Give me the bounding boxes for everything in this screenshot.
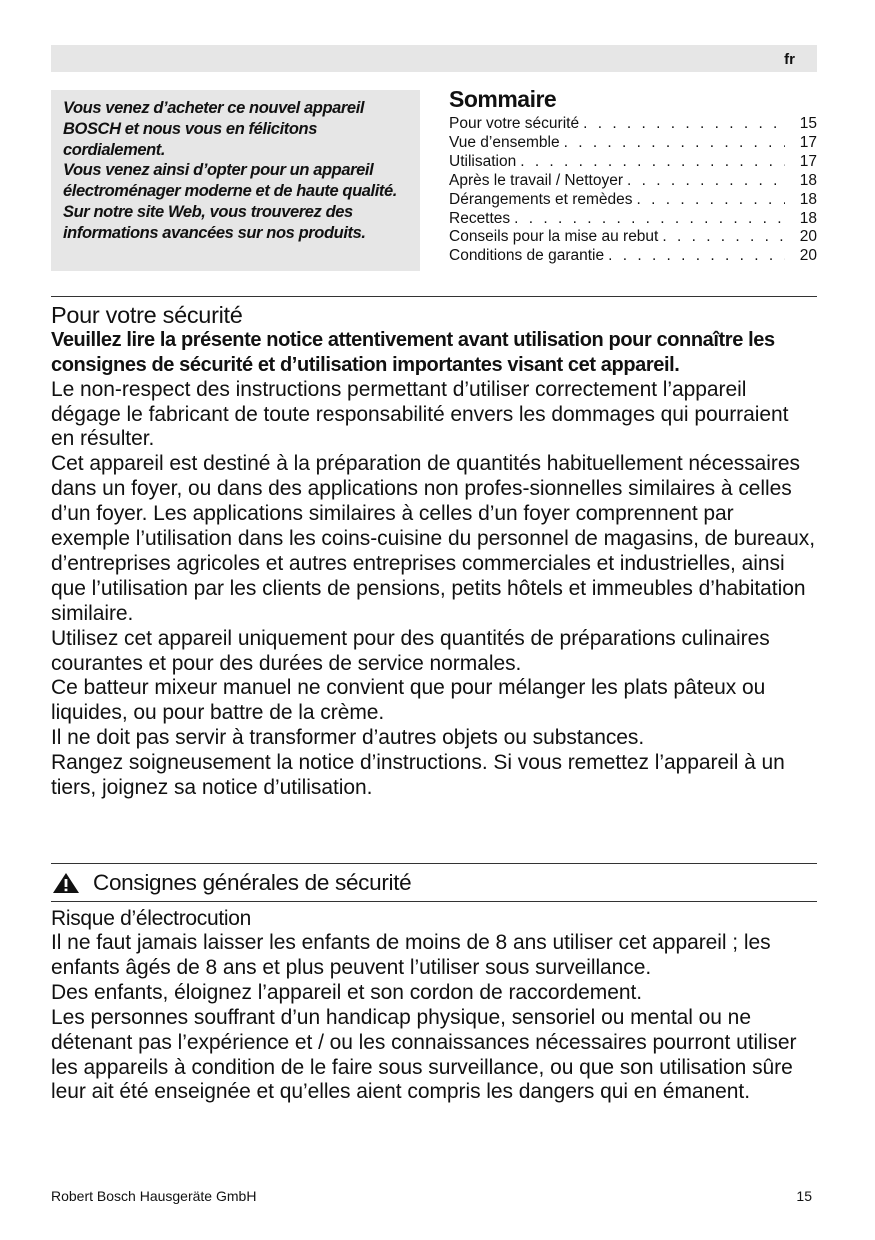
toc-leader-dots: [637, 191, 785, 210]
toc-entry[interactable]: [449, 134, 817, 153]
toc-entry-page: 17: [799, 133, 817, 151]
safety-paragraph: Cet appareil est destiné à la préparation de quantités habituellement nécessaires dans un foyer, ou dans des applications non profes-sionnelles similaires à celles d’un foyer. Les applications similaires à celles d’un foyer comprennent par exemple l’utilisation dans les coins-cuisine du personnel de magasins, de bureaux, d’entreprises agricoles et autres entreprises commerciales et industrielles, ainsi que l’utilisation par les clients de pensions, petits hôtels et immeubles d’habitation similaire.: [51, 452, 816, 625]
toc-entry-page: 15: [799, 115, 817, 132]
safety-paragraph: Utilisez cet appareil uniquement pour des quantités de préparations culinaires courantes et pour des durées de service normales.: [51, 626, 770, 675]
section-divider: [51, 296, 817, 297]
section-title-safety: Pour votre sécurité: [51, 302, 243, 328]
toc-title: Sommaire: [449, 86, 557, 112]
toc-entry[interactable]: [449, 210, 817, 229]
intro-box: [51, 90, 420, 271]
warning-triangle-icon: [51, 871, 81, 895]
electrocution-paragraph: Les personnes souffrant d’un handicap physique, sensoriel ou mental ou ne détenant pas l’expérience et / ou les connaissances nécessaires pourront utiliser les appareils à condition de le faire sous surveillance, ou que son utilisation sûre leur ait été enseignée et qu’elles aient compris les dangers qui en émanent.: [51, 1005, 797, 1104]
safety-paragraph: Il ne doit pas servir à transformer d’autres objets ou substances.: [51, 726, 645, 750]
toc-leader-dots: [514, 210, 785, 229]
section-divider: [51, 901, 817, 902]
footer-page-number: 15: [796, 1188, 812, 1204]
table-of-contents: [449, 86, 817, 266]
toc-entry-page: 18: [799, 209, 817, 227]
toc-entry[interactable]: [449, 153, 817, 172]
toc-entry[interactable]: [449, 191, 817, 210]
toc-leader-dots: [608, 247, 785, 266]
toc-entry-label: Utilisation: [449, 152, 517, 170]
toc-leader-dots: [662, 228, 785, 247]
toc-entry-label: Recettes: [449, 209, 511, 227]
toc-entry[interactable]: [449, 228, 817, 247]
toc-entry-page: 18: [799, 190, 817, 208]
toc-entry-label: Vue d’ensemble: [449, 133, 560, 151]
safety-paragraph: Le non-respect des instructions permettant d’utiliser correctement l’appareil dégage le fabricant de toute responsabilité envers les dommages qui pourraient en résulter.: [51, 377, 789, 451]
toc-entry-page: 20: [799, 247, 817, 265]
intro-paragraph: Vous venez ainsi d’opter pour un appareil électroménager moderne et de haute qualité. Sur notre site Web, vous trouverez des informations avancées sur nos produits.: [63, 161, 397, 242]
electrocution-paragraph: Il ne faut jamais laisser les enfants de moins de 8 ans utiliser cet appareil ; les enfants âgés de 8 ans et plus peuvent l’utiliser sous surveillance.: [51, 931, 771, 979]
toc-entry[interactable]: [449, 115, 817, 134]
language-code: fr: [784, 51, 795, 68]
electrocution-title: Risque d’électrocution: [51, 907, 252, 930]
toc-entry-label: Après le travail / Nettoyer: [449, 171, 624, 189]
toc-leader-dots: [583, 115, 785, 134]
electrocution-paragraph: Des enfants, éloignez l’appareil et son cordon de raccordement.: [51, 980, 643, 1004]
footer-company: Robert Bosch Hausgeräte GmbH: [51, 1188, 257, 1204]
safety-section: [51, 328, 817, 801]
safety-lead: Veuillez lire la présente notice attentivement avant utilisation pour connaître les consignes de sécurité et d’utilisation importantes visant cet appareil.: [51, 329, 775, 376]
toc-entry[interactable]: [449, 172, 817, 191]
toc-entry-page: 18: [799, 171, 817, 189]
toc-entry-label: Dérangements et remèdes: [449, 190, 633, 208]
toc-leader-dots: [564, 134, 785, 153]
toc-entry-page: 17: [799, 152, 817, 170]
safety-paragraph: Rangez soigneusement la notice d’instructions. Si vous remettez l’appareil à un tiers, joignez sa notice d’utilisation.: [51, 751, 785, 800]
section-divider: [51, 863, 817, 864]
language-bar: [51, 45, 817, 72]
toc-leader-dots: [520, 153, 785, 172]
toc-entry[interactable]: [449, 247, 817, 266]
general-safety-heading: [51, 868, 411, 898]
toc-entry-page: 20: [799, 228, 817, 246]
toc-leader-dots: [627, 172, 785, 191]
safety-paragraph: Ce batteur mixeur manuel ne convient que pour mélanger les plats pâteux ou liquides, ou pour battre de la crème.: [51, 676, 766, 725]
intro-paragraph: Vous venez d’acheter ce nouvel appareil BOSCH et nous vous en félicitons cordialement.: [63, 99, 365, 159]
general-safety-heading-text: Consignes générales de sécurité: [93, 870, 412, 895]
electrocution-section: [51, 906, 817, 1105]
toc-entry-label: Conditions de garantie: [449, 247, 605, 265]
toc-entry-label: Conseils pour la mise au rebut: [449, 228, 659, 246]
toc-entry-label: Pour votre sécurité: [449, 115, 580, 132]
